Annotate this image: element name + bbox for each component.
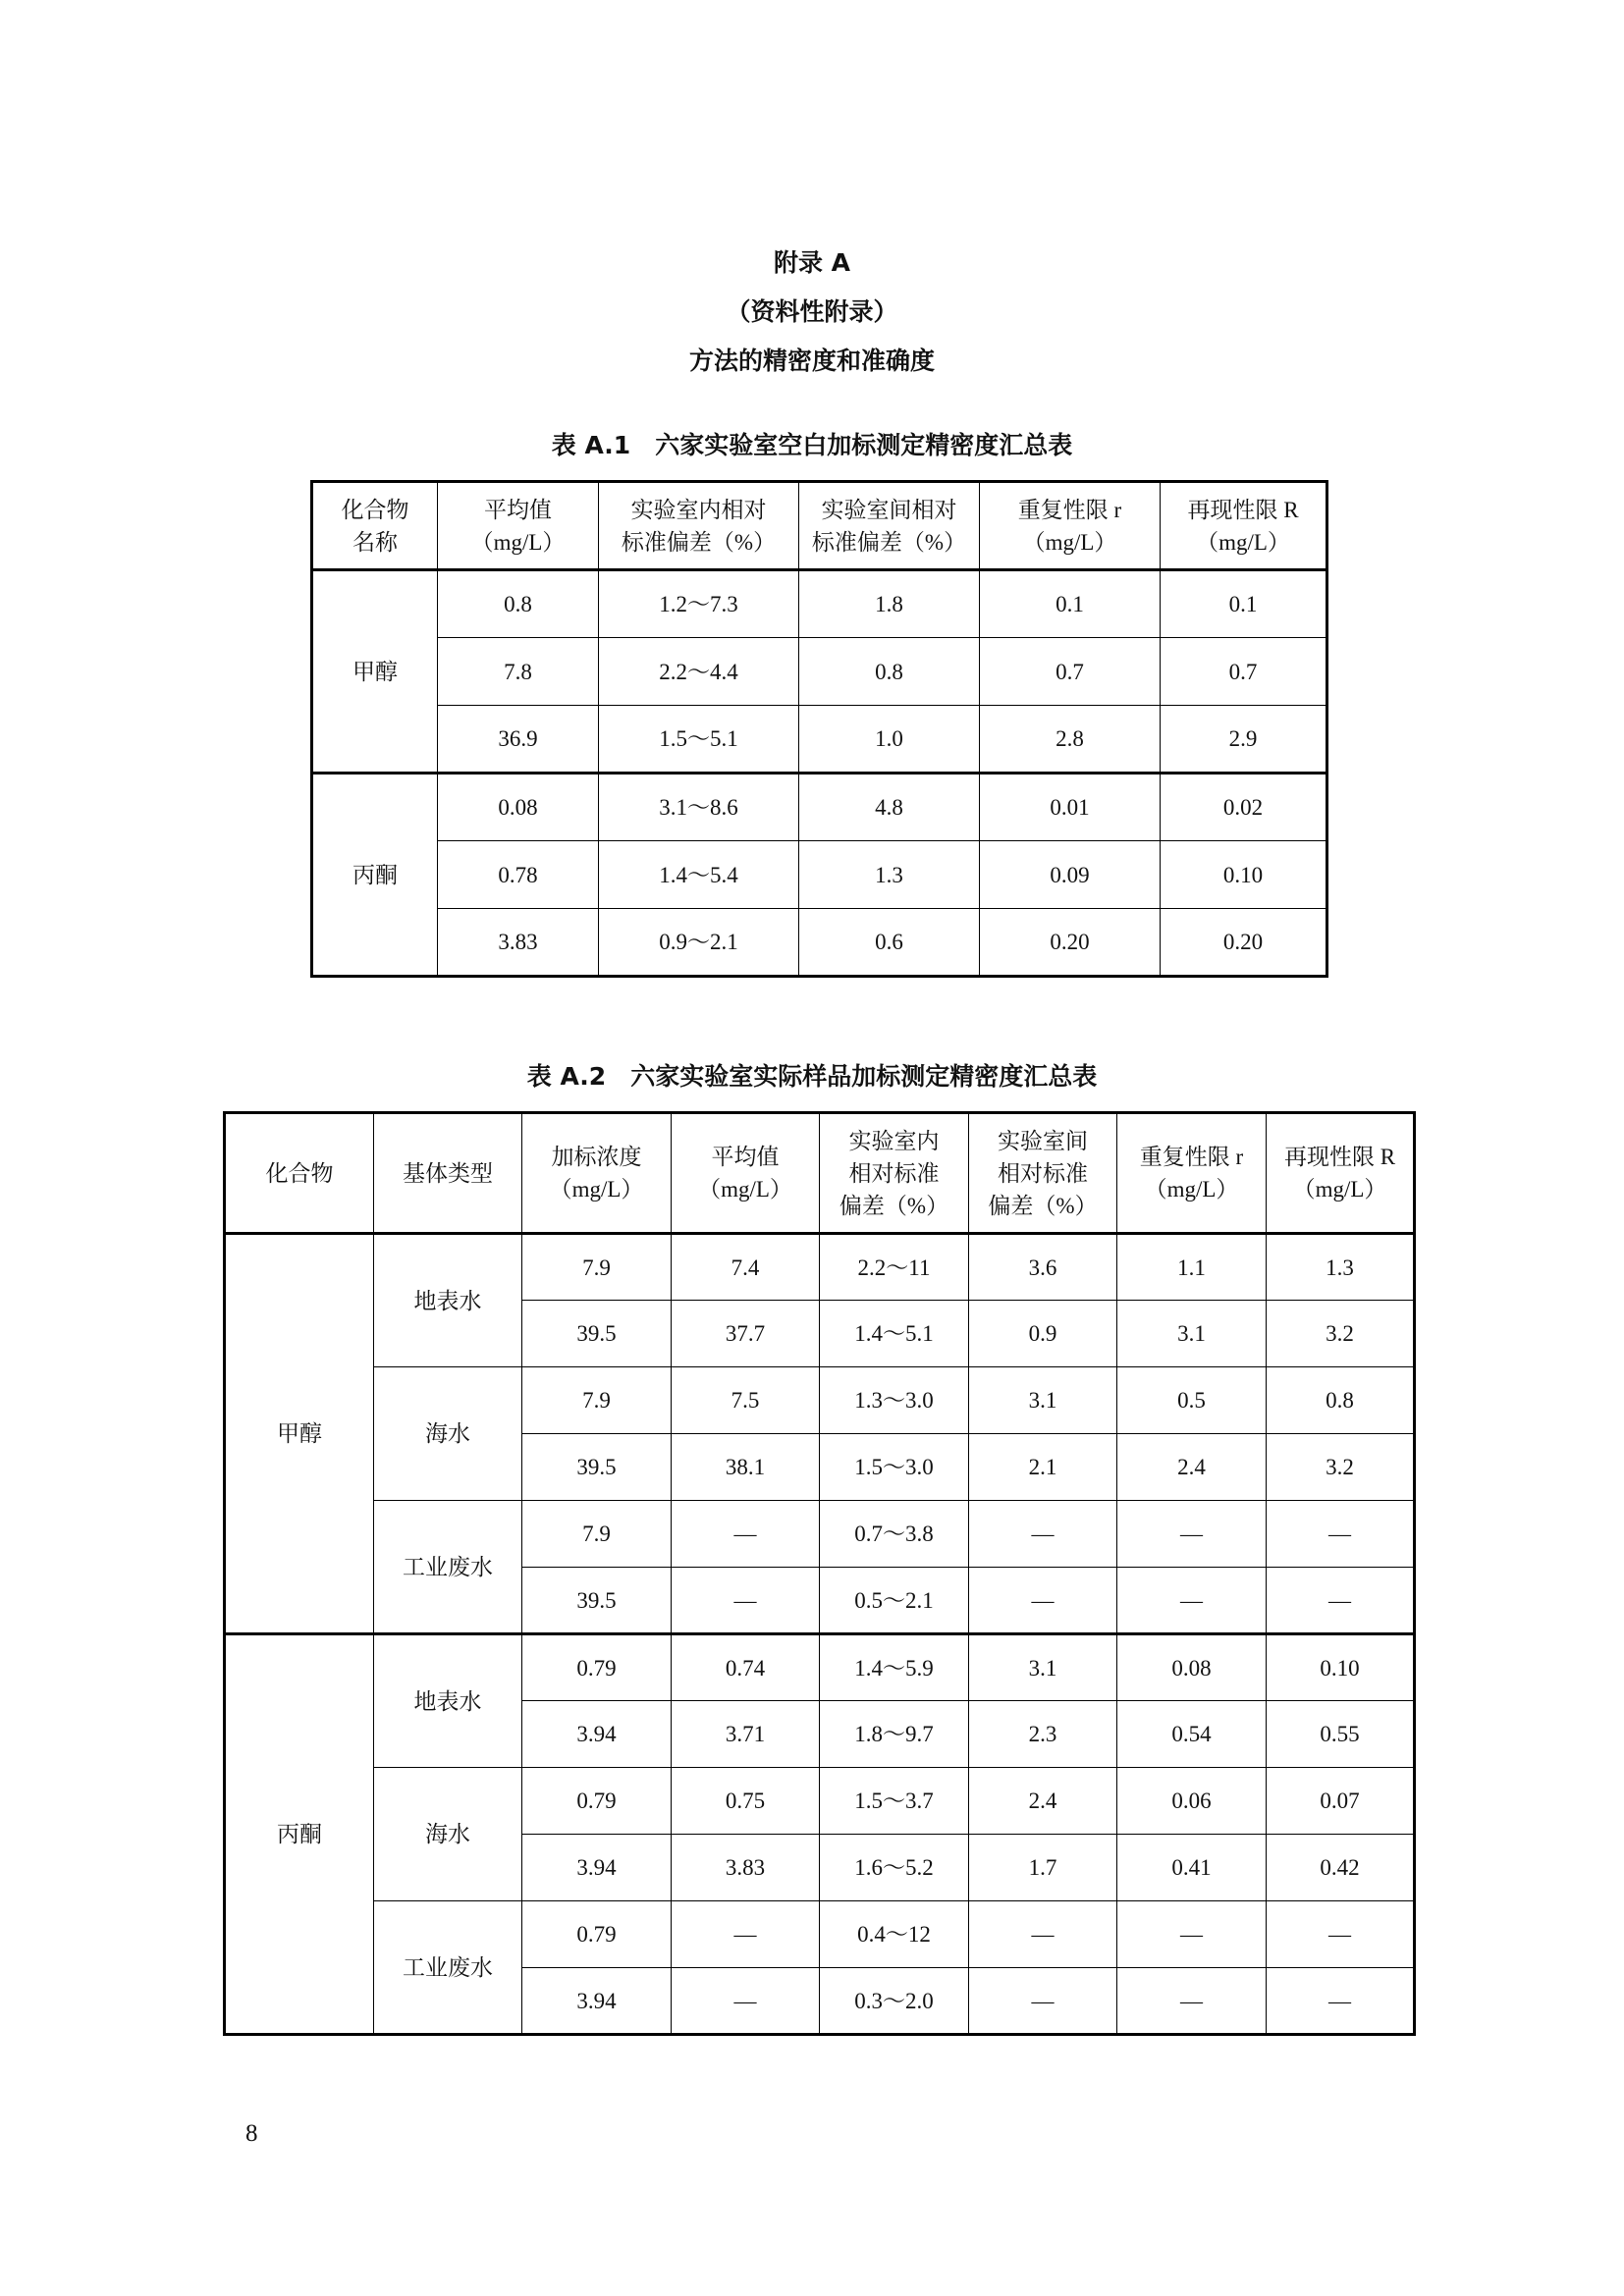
table-cell: 0.3～2.0 [820, 1968, 969, 2035]
annex-subtitle: （资料性附录） [726, 297, 898, 326]
table-cell: 0.10 [1161, 841, 1327, 909]
table-cell: 38.1 [672, 1434, 820, 1501]
table-cell: 37.7 [672, 1301, 820, 1367]
table-cell: 3.83 [438, 909, 599, 977]
table-cell: 3.94 [522, 1701, 672, 1768]
table-cell: 1.3～3.0 [820, 1367, 969, 1434]
table-cell: 1.6～5.2 [820, 1835, 969, 1901]
column-header-line: （mg/L） [470, 529, 566, 555]
table-cell: 0.08 [438, 774, 599, 841]
column-header-line: 重复性限 r [1017, 497, 1122, 522]
table-cell: 1.4～5.4 [599, 841, 799, 909]
table-row [312, 909, 1327, 977]
table-cell: 0.02 [1161, 774, 1327, 841]
table-cell: — [672, 1568, 820, 1634]
column-header-line: 基体类型 [403, 1160, 493, 1186]
column-header-line: （mg/L） [1196, 529, 1290, 555]
table-cell: 2.2～4.4 [599, 638, 799, 706]
table-cell: 7.4 [672, 1234, 820, 1301]
column-header-line: 再现性限 R [1187, 497, 1299, 522]
table-cell: 3.1 [969, 1367, 1117, 1434]
column-header-line: 相对标准 [848, 1160, 940, 1186]
column-header [969, 1113, 1117, 1234]
column-header [1161, 482, 1327, 570]
column-header [599, 482, 799, 570]
table-cell: 2.9 [1161, 706, 1327, 774]
table-cell: 3.1 [969, 1634, 1117, 1701]
table-cell: 3.1 [1117, 1301, 1267, 1367]
table-cell: 2.1 [969, 1434, 1117, 1501]
matrix-type-cell: 海水 [374, 1768, 522, 1901]
matrix-type-cell: 地表水 [374, 1634, 522, 1768]
table-cell: 0.8 [799, 638, 980, 706]
section-title: 方法的精密度和准确度 [688, 347, 935, 375]
table-cell: — [1267, 1968, 1415, 2035]
table-cell: 2.8 [980, 706, 1161, 774]
table-cell: 0.4～12 [820, 1901, 969, 1968]
column-header-line: 标准偏差（%） [621, 529, 777, 555]
table-cell: 7.8 [438, 638, 599, 706]
table-cell: 0.42 [1267, 1835, 1415, 1901]
table-cell: 0.07 [1267, 1768, 1415, 1835]
column-header-line: 再现性限 R [1283, 1145, 1396, 1169]
table-cell: — [969, 1968, 1117, 2035]
table-row [312, 841, 1327, 909]
table1-caption: 表 A.1 六家实验室空白加标测定精密度汇总表 [551, 431, 1073, 459]
table-cell: 39.5 [522, 1301, 672, 1367]
table-cell: 7.9 [522, 1234, 672, 1301]
table-cell: 1.4～5.9 [820, 1634, 969, 1701]
table-cell: 2.4 [969, 1768, 1117, 1835]
column-header-line: 化合物 [341, 497, 409, 522]
table-cell: 0.5～2.1 [820, 1568, 969, 1634]
table-cell: 0.20 [1161, 909, 1327, 977]
compound-name-cell: 丙酮 [312, 774, 438, 977]
table-cell: 0.75 [672, 1768, 820, 1835]
table-cell: 7.9 [522, 1367, 672, 1434]
table-cell: 0.55 [1267, 1701, 1415, 1768]
column-header-line: 平均值 [711, 1145, 780, 1169]
table-cell: — [672, 1901, 820, 1968]
table2-caption: 表 A.2 六家实验室实际样品加标测定精密度汇总表 [526, 1062, 1098, 1091]
table-row [312, 774, 1327, 841]
table-cell: 1.7 [969, 1835, 1117, 1901]
column-header-line: 偏差（%） [988, 1193, 1098, 1218]
table-cell: 2.3 [969, 1701, 1117, 1768]
table-cell: 1.5～5.1 [599, 706, 799, 774]
column-header [225, 1113, 374, 1234]
table-cell: — [1117, 1901, 1267, 1968]
table-cell: 1.1 [1117, 1234, 1267, 1301]
column-header-line: 标准偏差（%） [811, 529, 967, 555]
table-row [225, 1901, 1415, 1968]
column-header [672, 1113, 820, 1234]
table-cell: 3.2 [1267, 1434, 1415, 1501]
table-cell: — [1117, 1968, 1267, 2035]
column-header [1117, 1113, 1267, 1234]
table-cell: 1.2～7.3 [599, 570, 799, 638]
column-header [522, 1113, 672, 1234]
table-cell: 1.5～3.0 [820, 1434, 969, 1501]
table-cell: 3.1～8.6 [599, 774, 799, 841]
column-header-line: 化合物 [265, 1160, 334, 1186]
table-cell: 3.6 [969, 1234, 1117, 1301]
precision-table-sample-spike [223, 1111, 1416, 2036]
table-cell: — [969, 1568, 1117, 1634]
table-cell: 1.3 [1267, 1234, 1415, 1301]
table-cell: 1.4～5.1 [820, 1301, 969, 1367]
column-header [1267, 1113, 1415, 1234]
matrix-type-cell: 地表水 [374, 1234, 522, 1367]
table-row [312, 706, 1327, 774]
precision-table-blank-spike [310, 480, 1328, 978]
table-header-row [225, 1113, 1415, 1234]
table-cell: 0.09 [980, 841, 1161, 909]
annex-title: 附录 A [773, 248, 851, 277]
table-cell: — [1267, 1568, 1415, 1634]
table-cell: 1.3 [799, 841, 980, 909]
table-cell: 3.83 [672, 1835, 820, 1901]
table-row [225, 1234, 1415, 1301]
matrix-type-cell: 工业废水 [374, 1501, 522, 1634]
table-cell: — [1267, 1901, 1415, 1968]
column-header-line: 实验室间 [998, 1128, 1088, 1153]
column-header [438, 482, 599, 570]
table-cell: — [969, 1501, 1117, 1568]
table-cell: 0.54 [1117, 1701, 1267, 1768]
compound-name-cell: 甲醇 [312, 570, 438, 774]
column-header [312, 482, 438, 570]
column-header-line: 实验室内 [848, 1128, 940, 1153]
column-header-line: 相对标准 [998, 1160, 1088, 1186]
table-cell: 0.9 [969, 1301, 1117, 1367]
column-header-line: 重复性限 r [1139, 1145, 1244, 1169]
table-cell: 0.41 [1117, 1835, 1267, 1901]
table-header-row [312, 482, 1327, 570]
column-header [799, 482, 980, 570]
table-cell: 2.2～11 [820, 1234, 969, 1301]
column-header [980, 482, 1161, 570]
table-cell: 4.8 [799, 774, 980, 841]
table-row [312, 570, 1327, 638]
column-header-line: （mg/L） [1022, 529, 1117, 555]
table-cell: 0.79 [522, 1768, 672, 1835]
table-row [225, 1501, 1415, 1568]
table-cell: 0.8 [1267, 1367, 1415, 1434]
table-cell: 3.94 [522, 1968, 672, 2035]
column-header-line: 偏差（%） [839, 1193, 949, 1218]
column-header-line: 加标浓度 [551, 1145, 642, 1169]
table-cell: — [1267, 1501, 1415, 1568]
table-cell: 3.2 [1267, 1301, 1415, 1367]
table-cell: 7.9 [522, 1501, 672, 1568]
table-cell: 0.1 [1161, 570, 1327, 638]
table-cell: 0.06 [1117, 1768, 1267, 1835]
table-cell: — [1117, 1501, 1267, 1568]
column-header-line: （mg/L） [1144, 1177, 1239, 1201]
table-cell: 0.7 [980, 638, 1161, 706]
table-cell: 0.01 [980, 774, 1161, 841]
table-cell: — [969, 1901, 1117, 1968]
table-cell: — [672, 1501, 820, 1568]
table-row [312, 638, 1327, 706]
table-cell: 0.10 [1267, 1634, 1415, 1701]
column-header [820, 1113, 969, 1234]
table-cell: 0.6 [799, 909, 980, 977]
table-cell: 39.5 [522, 1434, 672, 1501]
table-cell: 1.8～9.7 [820, 1701, 969, 1768]
table-cell: 0.7～3.8 [820, 1501, 969, 1568]
table-cell: 0.20 [980, 909, 1161, 977]
table-cell: 0.8 [438, 570, 599, 638]
table-cell: 0.1 [980, 570, 1161, 638]
column-header-line: （mg/L） [1292, 1177, 1387, 1201]
column-header-line: （mg/L） [698, 1177, 792, 1201]
table-cell: 1.0 [799, 706, 980, 774]
table-cell: — [672, 1968, 820, 2035]
table-cell: 39.5 [522, 1568, 672, 1634]
table-cell: 0.5 [1117, 1367, 1267, 1434]
table-cell: 3.94 [522, 1835, 672, 1901]
table-cell: 0.7 [1161, 638, 1327, 706]
table-row [225, 1634, 1415, 1701]
table-cell: 1.8 [799, 570, 980, 638]
table-row [225, 1367, 1415, 1434]
page-number: 8 [245, 2120, 258, 2147]
compound-name-cell: 丙酮 [225, 1634, 374, 2035]
table-cell: 0.08 [1117, 1634, 1267, 1701]
column-header [374, 1113, 522, 1234]
matrix-type-cell: 工业废水 [374, 1901, 522, 2035]
column-header-line: 名称 [352, 529, 398, 555]
table-cell: — [1117, 1568, 1267, 1634]
table-cell: 0.78 [438, 841, 599, 909]
table-cell: 7.5 [672, 1367, 820, 1434]
column-header-line: 实验室内相对 [630, 497, 767, 522]
table-cell: 0.74 [672, 1634, 820, 1701]
table-cell: 0.79 [522, 1901, 672, 1968]
compound-name-cell: 甲醇 [225, 1234, 374, 1634]
matrix-type-cell: 海水 [374, 1367, 522, 1501]
table-row [225, 1768, 1415, 1835]
table-cell: 2.4 [1117, 1434, 1267, 1501]
table-cell: 0.9～2.1 [599, 909, 799, 977]
column-header-line: （mg/L） [549, 1177, 644, 1201]
table-cell: 0.79 [522, 1634, 672, 1701]
table-cell: 3.71 [672, 1701, 820, 1768]
table-cell: 36.9 [438, 706, 599, 774]
column-header-line: 平均值 [484, 497, 552, 522]
column-header-line: 实验室间相对 [821, 497, 957, 522]
table-cell: 1.5～3.7 [820, 1768, 969, 1835]
